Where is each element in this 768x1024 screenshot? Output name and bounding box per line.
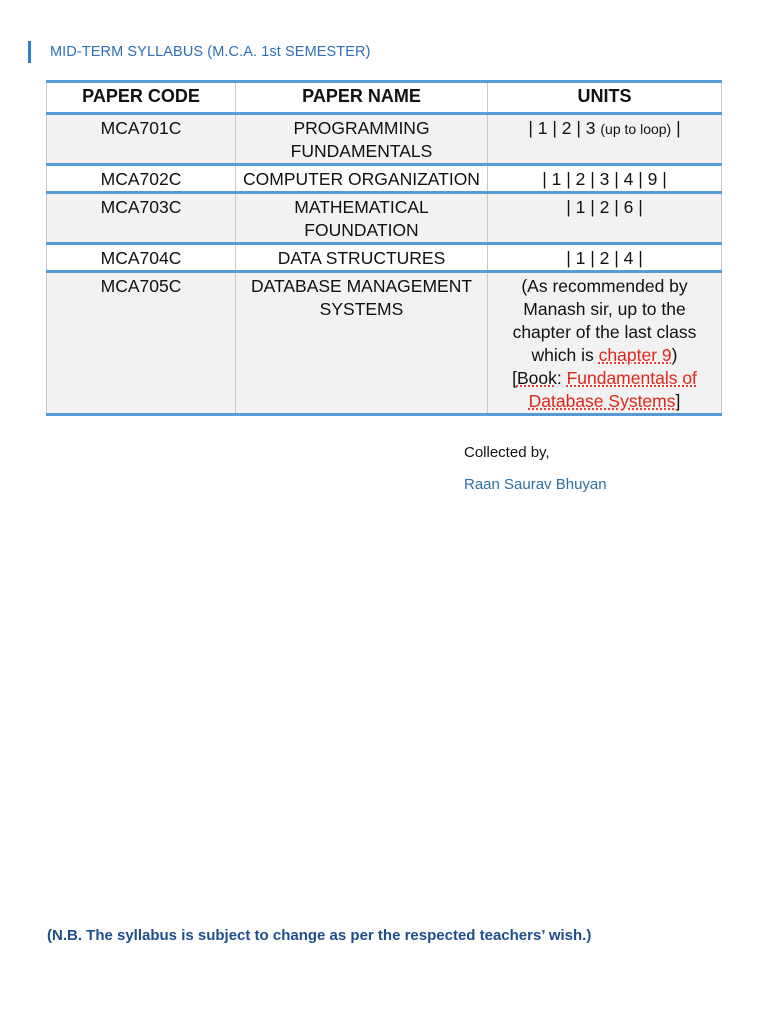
paper-code-cell: MCA701C: [47, 114, 236, 165]
title-marker: [28, 41, 31, 63]
note-close-paren: ): [671, 345, 678, 365]
paper-code-cell: MCA703C: [47, 193, 236, 244]
paper-name-cell: PROGRAMMING FUNDAMENTALS: [236, 114, 488, 165]
table-row: [47, 244, 722, 272]
paper-code-cell: MCA704C: [47, 244, 236, 272]
table-row: [47, 193, 722, 244]
author-name: Raan Saurav Bhuyan: [464, 476, 607, 493]
table-row: [47, 114, 722, 165]
book-open-bracket: [: [512, 368, 517, 388]
units-value-end: |: [676, 118, 681, 138]
table-row: [47, 272, 722, 415]
paper-name-cell: DATA STRUCTURES: [236, 244, 488, 272]
paper-code-cell: MCA705C: [47, 272, 236, 415]
units-cell: [488, 114, 722, 165]
book-colon: :: [556, 368, 567, 388]
units-cell: | 1 | 2 | 3 | 4 | 9 |: [488, 165, 722, 193]
units-cell: | 1 | 2 | 4 |: [488, 244, 722, 272]
units-cell: | 1 | 2 | 6 |: [488, 193, 722, 244]
paper-name-cell: COMPUTER ORGANIZATION: [236, 165, 488, 193]
collected-by-label: Collected by,: [464, 444, 550, 461]
book-label: Book: [516, 368, 557, 388]
syllabus-table: [46, 80, 722, 416]
header-paper-code: PAPER CODE: [47, 82, 236, 114]
paper-code-cell: MCA702C: [47, 165, 236, 193]
table-header-row: [47, 82, 722, 114]
book-title: Fundamentals of Database Systems: [528, 368, 697, 411]
chapter-reference: chapter 9: [598, 345, 672, 365]
units-qualifier: (up to loop): [600, 121, 672, 137]
header-paper-name: PAPER NAME: [236, 82, 488, 114]
paper-name-cell: DATABASE MANAGEMENT SYSTEMS: [236, 272, 488, 415]
table-row: [47, 165, 722, 193]
units-value: | 1 | 2 | 3: [528, 118, 596, 138]
book-close-bracket: ]: [675, 391, 681, 411]
document-title: MID-TERM SYLLABUS (M.C.A. 1st SEMESTER): [50, 44, 371, 60]
header-units: UNITS: [488, 82, 722, 114]
footnote: (N.B. The syllabus is subject to change as per the respected teachers’ wish.): [47, 927, 592, 944]
units-note-cell: [488, 272, 722, 415]
units-note-text: (As recommended by Manash sir, up to the chapter of the last class which is: [512, 276, 697, 365]
paper-name-cell: MATHEMATICAL FOUNDATION: [236, 193, 488, 244]
